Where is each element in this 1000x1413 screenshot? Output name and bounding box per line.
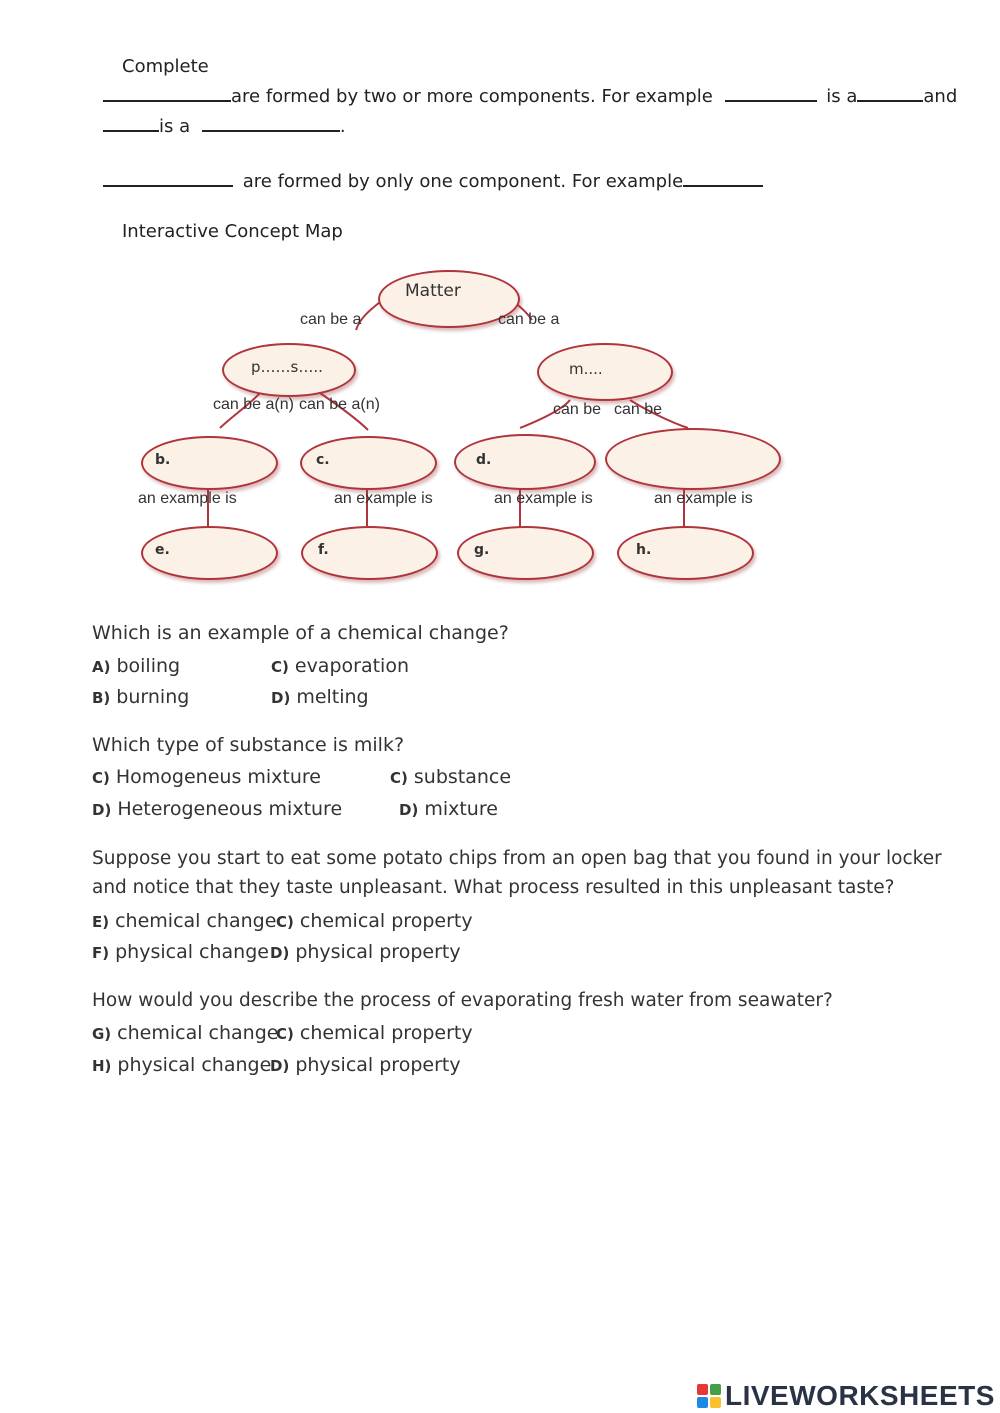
mixture-node[interactable] [537, 343, 673, 401]
node-c-label: c. [316, 452, 330, 468]
link-can-be-an-1: can be a(n) [213, 396, 294, 413]
option-text: melting [296, 686, 369, 708]
sentence-text: is a [159, 116, 191, 137]
sentence-text: . [339, 116, 346, 137]
liveworksheets-logo-icon [697, 1384, 721, 1408]
mixture-label: m.... [569, 360, 603, 378]
logo-tile [697, 1384, 708, 1395]
q3-option-e[interactable] [92, 910, 276, 932]
option-text: physical property [295, 941, 461, 963]
option-text: chemical change [117, 1022, 279, 1044]
option-text: substance [413, 766, 512, 788]
link-can-be-3: can be [553, 401, 602, 418]
sentence-text: and [923, 86, 958, 107]
node-f-label: f. [318, 542, 329, 558]
option-letter: E) [92, 913, 110, 931]
q2-option-4[interactable] [399, 798, 498, 820]
sentence-text: are formed by two or more components. For example [231, 86, 713, 107]
question-3-line-1: Suppose you start to eat some potato chips from an open bag that you found in your locker [92, 848, 942, 869]
question-4: How would you describe the process of evaporating fresh water from seawater? [92, 990, 833, 1011]
q1-option-a[interactable] [92, 655, 180, 677]
q2-option-3[interactable] [92, 798, 342, 820]
link-can-be-an-2: can be a(n) [299, 396, 380, 413]
example-is-2: an example is [334, 490, 433, 507]
option-text: boiling [116, 655, 181, 677]
option-letter: D) [270, 1057, 290, 1075]
matter-label: Matter [405, 281, 461, 301]
logo-tile [710, 1384, 721, 1395]
example-is-4: an example is [654, 490, 753, 507]
sentence-text: is a [826, 86, 858, 107]
option-letter: C) [276, 1025, 294, 1043]
q3-option-c[interactable] [276, 910, 473, 932]
concept-map-title: Interactive Concept Map [122, 221, 343, 242]
node-b-label: b. [155, 452, 171, 468]
node-d-label: d. [476, 452, 492, 468]
q4-option-h[interactable] [92, 1054, 271, 1076]
question-2: Which type of substance is milk? [92, 734, 405, 756]
node-empty[interactable] [605, 428, 781, 490]
q3-option-f[interactable] [92, 941, 269, 963]
option-letter: D) [270, 944, 290, 962]
option-letter: C) [271, 658, 289, 676]
option-text: Homogeneus mixture [115, 766, 321, 788]
option-letter: H) [92, 1057, 112, 1075]
q2-option-1[interactable] [92, 766, 321, 788]
logo-tile [697, 1397, 708, 1408]
q1-option-b[interactable] [92, 686, 189, 708]
q4-option-c[interactable] [276, 1022, 473, 1044]
example-is-1: an example is [138, 490, 237, 507]
q1-option-c[interactable] [271, 655, 409, 677]
option-text: burning [116, 686, 190, 708]
example-is-3: an example is [494, 490, 593, 507]
option-letter: C) [276, 913, 294, 931]
option-letter: C) [390, 769, 408, 787]
option-text: evaporation [294, 655, 409, 677]
liveworksheets-brand [697, 1380, 995, 1412]
q1-option-d[interactable] [271, 686, 369, 708]
option-letter: D) [92, 801, 112, 819]
sentence-text: are formed by only one component. For example [242, 171, 684, 192]
node-e-label: e. [155, 542, 170, 558]
link-can-be-4: can be [614, 401, 663, 418]
option-text: physical change [115, 941, 269, 963]
option-letter: B) [92, 689, 111, 707]
option-letter: F) [92, 944, 110, 962]
option-letter: C) [92, 769, 110, 787]
option-text: chemical property [299, 910, 473, 932]
complete-title: Complete [122, 56, 209, 77]
option-text: mixture [424, 798, 498, 820]
question-1: Which is an example of a chemical change? [92, 622, 509, 644]
q2-option-2[interactable] [390, 766, 511, 788]
q4-option-d[interactable] [270, 1054, 461, 1076]
option-text: physical change [117, 1054, 272, 1076]
liveworksheets-text: LIVEWORKSHEETS [725, 1380, 995, 1411]
option-letter: A) [92, 658, 111, 676]
option-letter: D) [399, 801, 419, 819]
pure-substance-label: p……s….. [251, 358, 323, 376]
link-can-be-right: can be a [498, 311, 560, 328]
option-letter: G) [92, 1025, 112, 1043]
option-text: chemical change [115, 910, 277, 932]
q4-option-g[interactable] [92, 1022, 278, 1044]
node-g-label: g. [474, 542, 490, 558]
question-3-line-2: and notice that they taste unpleasant. What process resulted in this unpleasant taste? [92, 877, 895, 898]
option-text: chemical property [299, 1022, 473, 1044]
option-text: physical property [295, 1054, 461, 1076]
q3-option-d[interactable] [270, 941, 461, 963]
node-h-label: h. [636, 542, 652, 558]
link-can-be-left: can be a [300, 311, 362, 328]
option-letter: D) [271, 689, 291, 707]
option-text: Heterogeneous mixture [117, 798, 343, 820]
logo-tile [710, 1397, 721, 1408]
